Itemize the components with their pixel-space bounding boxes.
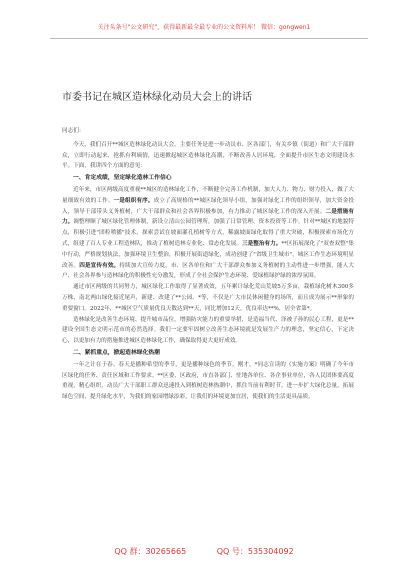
footer-contact — [0, 546, 408, 557]
section-1-paragraph-2: 通过市区两级的共同努力，城区绿化工作取得了显著成效，五年累计绿化荒山荒坡5万多亩，栽植绿化树木300多万株，南北两山绿化接近尾声，新建、改建了**公园、*等，不仅是广大市民休闲健身的场所，而且成为展示**形象的重要窗口。2022年，**城区空气质量优良天数达到**天，同比增加12天，优良率达**%，居全省第*。 — [62, 284, 354, 312]
footer-qq-group: QQ 群：30265665 — [114, 547, 187, 556]
section-2-paragraph-1: 一年之计在于春。春天是播种希望的季节，更是播种绿色的季节。刚才，*同志宣读的《实施方案》明确了今年市区绿化的任务、责任区域和工作要求。**区委、区政府，市直各部门、驻地各单位、各企事业单位，各人民团体要高度重视，精心组织，动员广大干部职工群众迅速投入到植树造林热潮中，抓住当前有利时节，进一步扩大绿化总量，拓展绿色空间，提升绿化水平，为我们的家园增绿添彩，让我们的环境更加宜居，使我们的生活更具品质。 — [62, 361, 354, 401]
document-body — [62, 126, 354, 403]
section-1-heading: 一、肯定成绩，坚定绿化造林工作信心 — [73, 175, 172, 182]
header-divider — [50, 38, 368, 39]
intro-paragraph: 今天，我们召开**城区造林绿化动员大会，主要任务是进一步动员市、区各部门，有关乡镇（街道）和广大干部群众，立即行动起来，抢抓有利墒情，迅速掀起城区造林绿化高潮，不断改善人居环境，全面提升市区生态文明建设水平。下面，我讲四个方面的意见： — [62, 141, 354, 170]
section-1-paragraph-1: 近年来，市区两级高度重视**城区的造林绿化工作，不断健全完善工作机制，加大人力、物力、财力投入，做了大量细致有效的工作。一是组织有序。成立了高规格的**城区绿化领导小组，加强对绿化工作的组织领导，加大资金投入，领导干部带头义务植树，广大干部群众和社会各界积极参加，有力推动了城区绿化工作的深入开展。二是措施有力。调整理顺了城区绿化管理体制，新设立清山公园管理所，加强了日常管理、资本投资等工作。针对**城区的地貌特点，积极引进"团粒喷播"技术，探索尝试在坡面灌孔植树等方式，稀露坡面绿化取得了重大突破，积极探索市场化方式，组建了百人专业工程造林队，推动了植树造林专业化、常态化发展。三是整治有力。**区拓展深化了"双查双整"集中行动，严格规划执法，加强环境卫生整治，积极开展街道绿化，成功创建了"省级卫生城市"，城区工作生态环境明显改善。四是宣传有效。持续加大宣传力度，市、区各单位和广大干部群众参加义务植树的主动性进一步增强，能人大户、社会各界参与造林绿化的积极性充分激发，形成了全社会保护生态环境、爱绿植绿护绿的浓厚氛围。 — [62, 186, 354, 280]
page-title: 市委书记在城区造林绿化动员大会上的讲话 — [62, 92, 252, 103]
top-banner: 关注头条号"公文研究"，获得最新最全最专业的公文资料库！ 微信：gongwen1 — [97, 24, 311, 31]
footer-qq-number: QQ 号：535304092 — [216, 547, 294, 556]
greeting: 同志们： — [62, 128, 85, 134]
section-1-paragraph-3: 造林绿化是改善生态环境、提升城市品位，增强防灾能力的重要举措，是造福当代、泽被子孙的民心工程，更是**建设全国生态文明示范市的必然选择。我们一定要牢固树立改善生态环境就是发展生产力的理念，坚定信心，下定决心，以更加有力的措施推进城区造林绿化工作，确保取得更大更好成效。 — [62, 316, 354, 345]
section-2-heading: 二、紧抓重点，掀起造林绿化热潮 — [73, 349, 160, 356]
